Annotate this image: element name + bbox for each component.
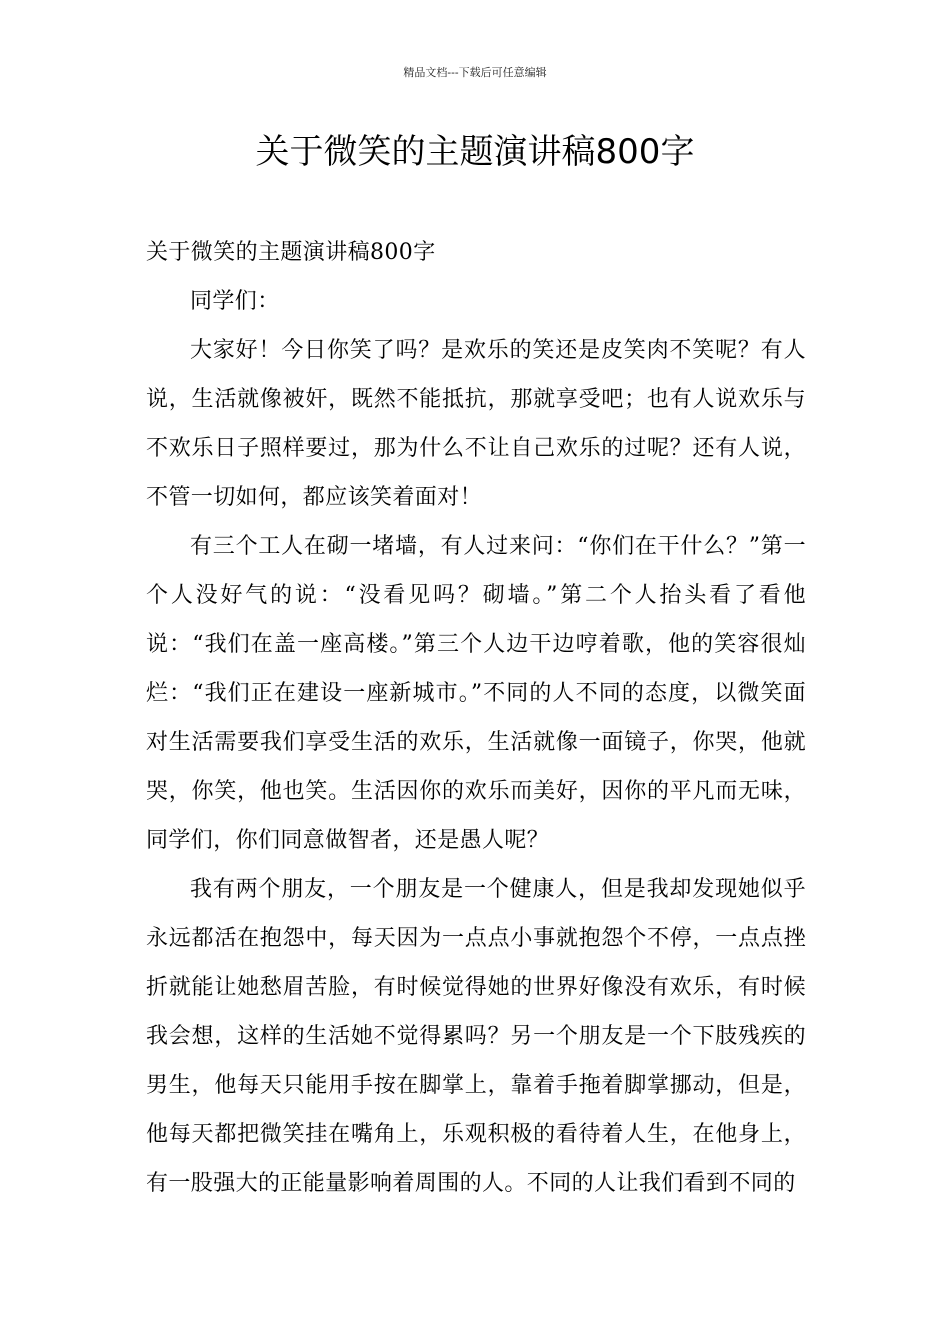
paragraph: 有三个工人在砌一堵墙，有人过来问：“你们在干什么？”第一个人没好气的说：“没看见吗？砌墙。”第二个人抬头看了看他说：“我们在盖一座高楼。”第三个人边干边哼着歌，他的笑容很灿烂：“我们正在建设一座新城市。”不同的人不同的态度，以微笑面对生活需要我们享受生活的欢乐，生活就像一面镜子，你哭，他就哭，你笑，他也笑。生活因你的欢乐而美好，因你的平凡而无味，同学们，你们同意做智者，还是愚人呢？ [146, 534, 806, 853]
document-title: 关于微笑的主题演讲稿800字 [255, 132, 695, 172]
document-subtitle: 关于微笑的主题演讲稿800字 [146, 240, 436, 265]
document-body [146, 228, 806, 1208]
salutation: 同学们： [190, 289, 280, 314]
paragraph: 大家好！今日你笑了吗？是欢乐的笑还是皮笑肉不笑呢？有人说，生活就像被奸，既然不能抵抗，那就享受吧；也有人说欢乐与不欢乐日子照样要过，那为什么不让自己欢乐的过呢？还有人说，不管一切如何，都应该笑着面对！ [146, 338, 806, 510]
paragraph: 我有两个朋友，一个朋友是一个健康人，但是我却发现她似乎永远都活在抱怨中，每天因为一点点小事就抱怨个不停，一点点挫折就能让她愁眉苦脸，有时候觉得她的世界好像没有欢乐，有时候我会想，这样的生活她不觉得累吗？另一个朋友是一个下肢残疾的男生，他每天只能用手按在脚掌上，靠着手拖着脚掌挪动，但是，他每天都把微笑挂在嘴角上，乐观积极的看待着人生，在他身上，有一股强大的正能量影响着周围的人。不同的人让我们看到不同的 [146, 877, 806, 1196]
page-header: 精品文档---下载后可任意编辑 [403, 66, 547, 79]
